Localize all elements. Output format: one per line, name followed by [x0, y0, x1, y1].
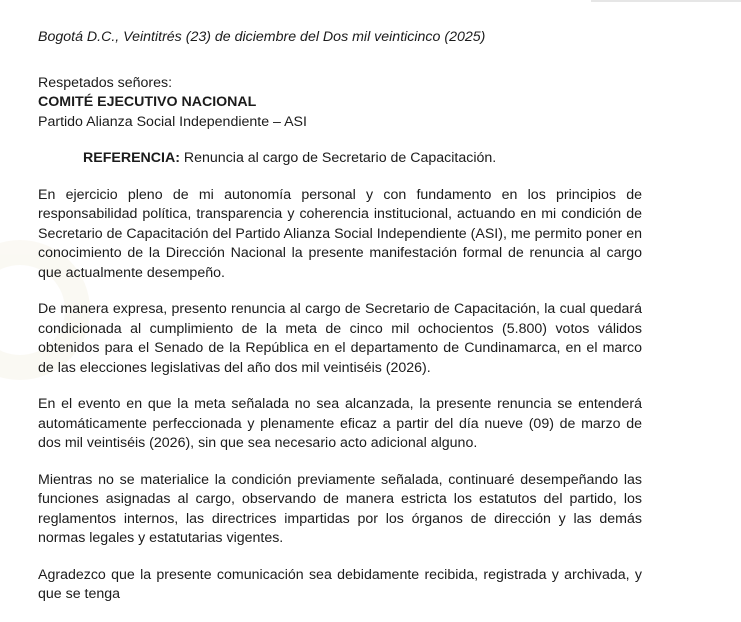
recipient-name: COMITÉ EJECUTIVO NACIONAL	[38, 94, 257, 110]
top-rule-divider	[591, 0, 741, 2]
reference-text: Renuncia al cargo de Secretario de Capacitación.	[179, 150, 497, 166]
paragraph-5: Agradezco que la presente comunicación sea debidamente recibida, registrada y archivada, y que se tenga	[38, 566, 642, 602]
reference-label: REFERENCIA:	[83, 150, 180, 166]
paragraph-4: Mientras no se materialice la condición previamente señalada, continuaré desempeñando las funciones asignadas al cargo, observando de manera estricta los estatutos del partido, los reglamentos internos, las directrices impartidas por los órganos de dirección y las demás normas legales y estatutarias vigentes.	[38, 471, 642, 546]
date-line: Bogotá D.C., Veintitrés (23) de diciembre del Dos mil veinticinco (2025)	[38, 29, 486, 45]
letter-body	[38, 28, 642, 622]
paragraph-1: En ejercicio pleno de mi autonomía personal y con fundamento en los principios de responsabilidad política, transparencia y coherencia institucional, actuando en mi condición de Secretario de Capacitación del Partido Alianza Social Independiente (ASI), me permito poner en conocimiento de la Dirección Nacional la presente manifestación formal de renuncia al cargo que actualmente desempeño.	[38, 186, 642, 281]
paragraph-2: De manera expresa, presento renuncia al cargo de Secretario de Capacitación, la cual quedará condicionada al cumplimiento de la meta de cinco mil ochocientos (5.800) votos válidos obtenidos para el Senado de la República en el departamento de Cundinamarca, en el marco de las elecciones legislativas del año dos mil veintiséis (2026).	[38, 301, 642, 376]
addressee-block	[38, 74, 642, 133]
salutation: Respetados señores:	[38, 74, 173, 91]
paragraph-3: En el evento en que la meta señalada no sea alcanzada, la presente renuncia se entenderá automáticamente perfeccionada y plenamente eficaz a partir del día nueve (09) de marzo de dos mil veintiséis (2026), sin que sea necesario acto adicional alguno.	[38, 396, 642, 451]
reference-line	[83, 149, 642, 169]
recipient-organization: Partido Alianza Social Independiente – ASI	[38, 113, 307, 130]
